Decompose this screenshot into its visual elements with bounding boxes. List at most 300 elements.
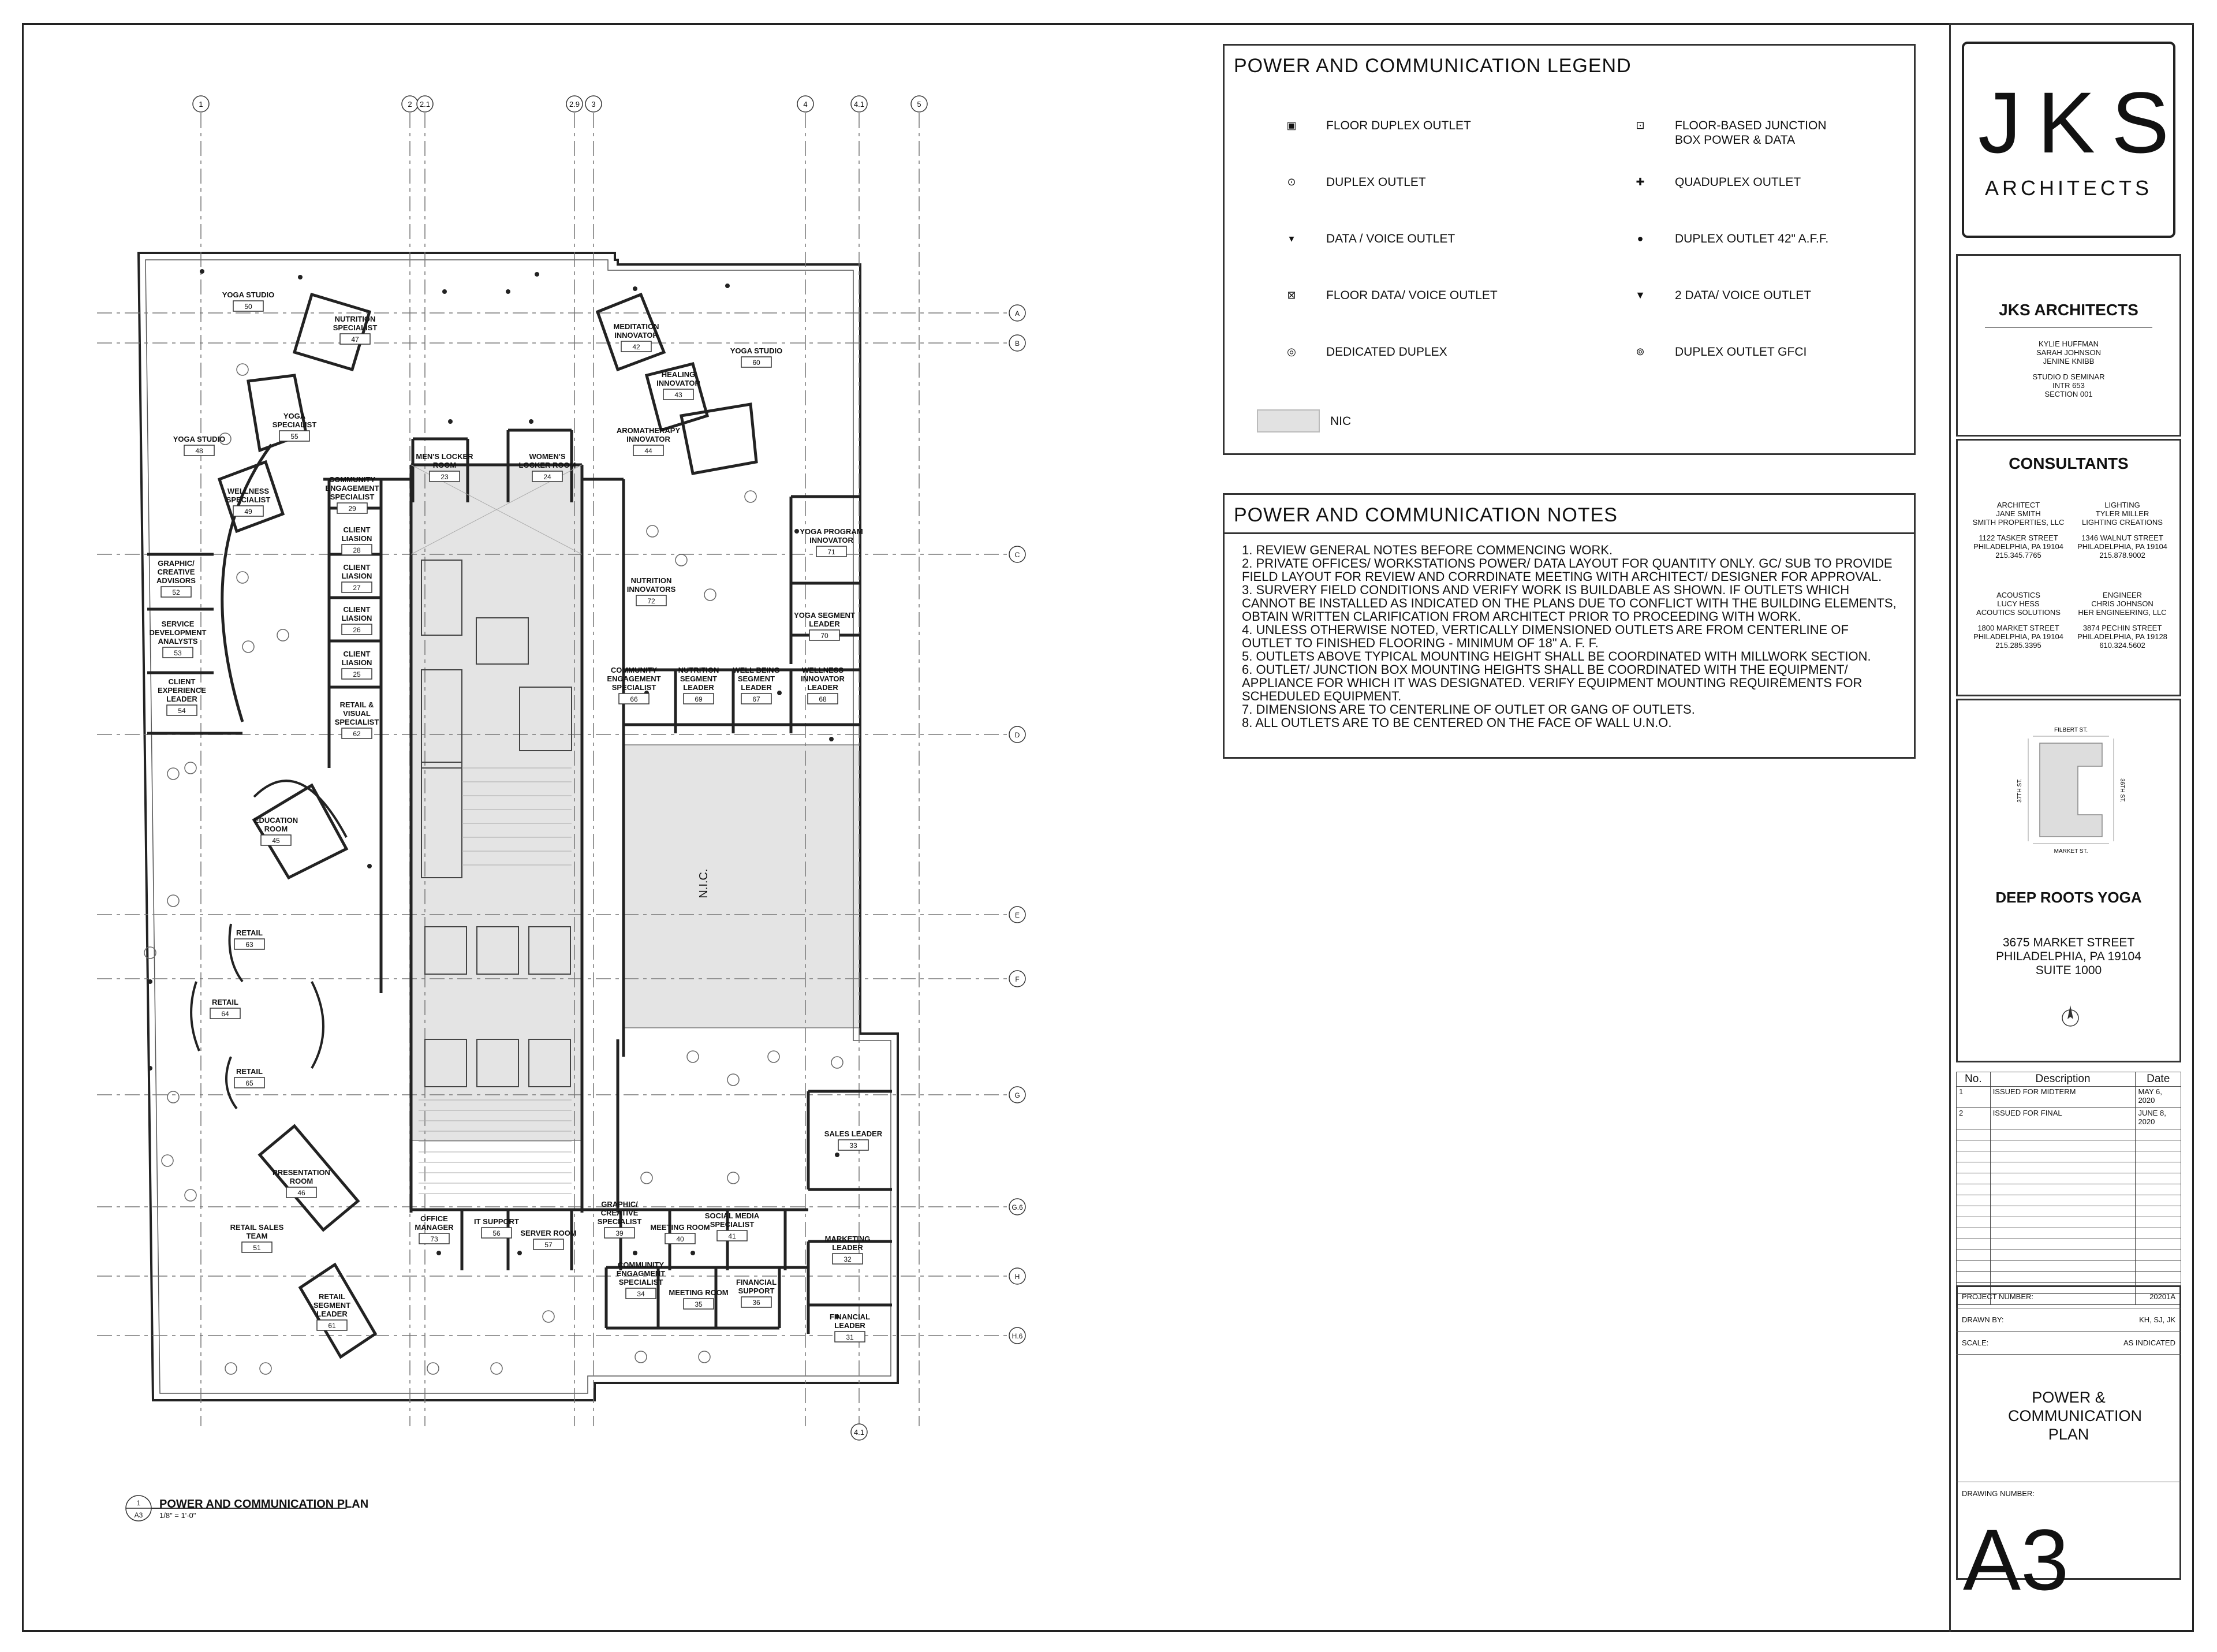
furniture (727, 1172, 739, 1184)
room-number: 47 (351, 335, 359, 344)
address-line: SUITE 1000 (2035, 964, 2102, 977)
revision-cell (1990, 1250, 2136, 1261)
floor-junction-box-icon: ⊡ (1636, 120, 1645, 131)
team-member: KYLIE HUFFMAN (2038, 340, 2099, 348)
spacer (2076, 617, 2169, 624)
key-plan-east-street: 36TH ST. (2119, 778, 2125, 803)
room-label: SEGMENT (680, 674, 718, 683)
revision-cell: MAY 6, 2020 (2136, 1087, 2181, 1108)
room-label: YOGA STUDIO (222, 290, 275, 299)
notes-list (1225, 534, 1914, 739)
furniture (162, 1155, 173, 1166)
room-label: WOMEN'S (529, 452, 566, 461)
outlet-icon (535, 272, 539, 277)
room-label: LIASION (341, 572, 372, 580)
room-number: 40 (676, 1235, 684, 1243)
room-number: 28 (353, 546, 361, 554)
furniture (543, 1311, 554, 1322)
consultant-name: JANE SMITH (1996, 509, 2041, 518)
room-label: EXPERIENCE (158, 686, 206, 695)
outlet-icon (436, 1251, 441, 1255)
legend-item (1606, 175, 1848, 189)
room-label: COMMUNITY (329, 475, 376, 484)
legend-item (1257, 118, 1499, 133)
room-label: ROOM (264, 825, 288, 833)
spacer (1972, 617, 2065, 624)
two-data-voice-outlet-icon: ▼ (1635, 289, 1645, 301)
legend-label: DATA / VOICE OUTLET (1326, 232, 1455, 245)
revision-cell (2136, 1162, 2181, 1173)
room-label: INNOVATOR (801, 674, 845, 683)
legend-item (1606, 118, 1848, 147)
note-item: 1. REVIEW GENERAL NOTES BEFORE COMMENCING WORK. (1242, 543, 1613, 557)
room-number: 46 (297, 1189, 305, 1197)
nic-swatch (1257, 409, 1320, 432)
revision-cell (2136, 1129, 2181, 1140)
plan-title: POWER AND COMMUNICATION PLAN (159, 1498, 369, 1511)
room-number: 56 (492, 1229, 501, 1237)
grid-col-label: 4.1 (853, 1428, 865, 1437)
room-label: YOGA SEGMENT (794, 611, 855, 620)
revision-cell (2136, 1261, 2181, 1272)
room-label: CLIENT (343, 525, 371, 534)
revision-cell (1957, 1195, 1991, 1206)
revision-cell (1957, 1173, 1991, 1184)
legend-label: DUPLEX OUTLET (1326, 176, 1426, 189)
revision-cell (1990, 1129, 2136, 1140)
key-plan (1958, 721, 2179, 871)
legend-item (1257, 345, 1499, 359)
consultant-role: LIGHTING (2104, 501, 2140, 509)
room-label: CLIENT (343, 563, 371, 572)
jks-logo (1962, 42, 2186, 238)
revision-cell (1957, 1272, 1991, 1283)
room-label: CLIENT (168, 677, 196, 686)
room-number: 73 (430, 1235, 438, 1243)
outlet-icon (691, 1251, 695, 1255)
consultant-city: PHILADELPHIA, PA 19128 (2077, 632, 2167, 641)
room-number: 44 (644, 447, 652, 455)
consultant-lighting (2076, 501, 2169, 560)
room-label: LEADER (807, 683, 838, 692)
outlet-icon (448, 419, 453, 424)
consultant-phone: 610.324.5602 (2099, 641, 2145, 650)
spacer (1972, 527, 2065, 534)
outlet-icon (835, 1153, 839, 1157)
revision-cell (1957, 1162, 1991, 1173)
consultant-architect (1972, 501, 2065, 560)
grid-col-label: 3 (591, 100, 596, 109)
outlet-icon (148, 1066, 152, 1071)
drawn-by-row (1956, 1308, 2181, 1332)
room-number: 49 (244, 508, 252, 516)
furniture (260, 1363, 271, 1374)
room-label: SUPPORT (738, 1286, 775, 1295)
revision-cell: 1 (1957, 1087, 1991, 1108)
grid-col-label: 2.1 (419, 100, 431, 109)
revision-cell (1990, 1261, 2136, 1272)
grid-row-label: B (1014, 340, 1020, 348)
room-number: 48 (195, 447, 203, 455)
furniture (167, 895, 179, 907)
consultant-role: ACOUSTICS (1996, 591, 2040, 599)
room-label: ROOM (432, 461, 457, 469)
outlet-icon (148, 979, 152, 984)
revision-cell (2136, 1173, 2181, 1184)
consultant-name: LUCY HESS (1997, 599, 2040, 608)
room-label: SPECIALIST (333, 323, 378, 332)
revision-cell (2136, 1151, 2181, 1162)
revision-row (1957, 1129, 2181, 1140)
revision-row (1957, 1261, 2181, 1272)
room-label: SEGMENT (313, 1301, 351, 1310)
revision-row (1957, 1087, 2181, 1108)
grid-row-label: C (1014, 551, 1020, 559)
room-number: 39 (615, 1229, 624, 1237)
furniture (167, 1091, 179, 1103)
consultant-street: 3874 PECHIN STREET (2082, 624, 2162, 632)
revision-row (1957, 1195, 2181, 1206)
room-label: WELL BEING (733, 666, 780, 674)
room-label: LEADER (834, 1321, 865, 1330)
consultant-acoustics (1972, 591, 2065, 650)
consultant-company: HER ENGINEERING, LLC (2078, 608, 2167, 617)
logo-subtitle: ARCHITECTS (1984, 176, 2152, 200)
legend-label: FLOOR DATA/ VOICE OUTLET (1326, 289, 1498, 302)
consultant-company: SMITH PROPERTIES, LLC (1972, 518, 2065, 527)
room-number: 33 (849, 1142, 857, 1150)
revision-cell (1990, 1206, 2136, 1217)
room-label: ENGAGMENT (616, 1269, 666, 1278)
room-label: HEALING (661, 370, 696, 379)
address-line: PHILADELPHIA, PA 19104 (1996, 950, 2141, 963)
room-number: 54 (178, 707, 186, 715)
room-label: CLIENT (343, 650, 371, 658)
room-label: MEETING ROOM (650, 1223, 710, 1232)
room-label: SPECIALIST (597, 1217, 642, 1226)
grid-col-label: 4.1 (853, 100, 865, 109)
room-label: NUTRITION (678, 666, 719, 674)
room-number: 32 (843, 1255, 852, 1263)
revision-cell (2136, 1195, 2181, 1206)
plan-scale: 1/8" = 1'-0" (159, 1511, 196, 1520)
room-label: EDUCATION (253, 816, 298, 825)
revision-cell (1990, 1239, 2136, 1250)
floor-data-voice-outlet-icon: ⊠ (1287, 289, 1296, 301)
room-label: CREATIVE (157, 568, 195, 576)
consultant-phone: 215.345.7765 (1995, 551, 2041, 560)
room-label: RETAIL & (339, 700, 374, 709)
furniture (185, 1189, 196, 1201)
room-label: SEGMENT (737, 674, 775, 683)
scale-value: AS INDICATED (2123, 1338, 2175, 1347)
outlet-icon (777, 691, 782, 695)
revision-cell: ISSUED FOR MIDTERM (1990, 1087, 2136, 1108)
room-number: 71 (827, 548, 835, 556)
room-label: SPECIALIST (710, 1220, 755, 1229)
room-number: 70 (820, 632, 828, 640)
consultant-phone: 215.285.3395 (1995, 641, 2041, 650)
room-label: YOGA STUDIO (173, 435, 226, 443)
angled-office (294, 294, 370, 370)
consultant-street: 1346 WALNUT STREET (2081, 534, 2163, 542)
furniture (225, 1363, 237, 1374)
room-number: 35 (695, 1300, 703, 1308)
room-number: 45 (272, 837, 280, 845)
room-label: OFFICE (420, 1214, 448, 1223)
revision-cell (1990, 1195, 2136, 1206)
note-item: 2. PRIVATE OFFICES/ WORKSTATIONS POWER/ DATA LAYOUT FOR QUANTITY ONLY. GC/ SUB TO PROVIDE FIELD LAYOUT FOR REVIEW AND CORRDINATE MEETING WITH ARCHITECT/ DESIGNER FOR APPROVAL. (1242, 556, 1893, 584)
furniture (167, 768, 179, 780)
curved-wall (191, 982, 199, 1051)
revision-cell (2136, 1228, 2181, 1239)
consultant-role: ARCHITECT (1996, 501, 2040, 509)
key-plan-north-street: FILBERT ST. (2054, 727, 2088, 733)
furniture (727, 1074, 739, 1086)
room-number: 61 (328, 1322, 336, 1330)
room-number: 51 (253, 1244, 261, 1252)
room-label: LEADER (316, 1310, 348, 1318)
room-label: LEADER (832, 1243, 863, 1252)
room-number: 68 (819, 695, 827, 703)
outlet-icon (725, 284, 730, 288)
room-label: IT SUPPORT (473, 1217, 520, 1226)
quadruplex-outlet-icon: ✚ (1636, 176, 1645, 188)
room-label: SPECIALIST (226, 495, 271, 504)
room-label: RETAIL (319, 1292, 345, 1301)
outlet-icon (200, 269, 204, 274)
room-number: 52 (172, 588, 180, 596)
room-number: 62 (353, 730, 361, 738)
grid-col-label: 1 (199, 100, 203, 109)
drawing-number-row (1956, 1482, 2181, 1505)
team-list (1958, 340, 2179, 366)
revision-cell (1990, 1228, 2136, 1239)
revision-cell (1990, 1140, 2136, 1151)
revision-row (1957, 1184, 2181, 1195)
room-label: LEADER (166, 695, 197, 703)
revision-cell (1990, 1272, 2136, 1283)
consultant-city: PHILADELPHIA, PA 19104 (1973, 542, 2063, 551)
note-item: 3. SURVERY FIELD CONDITIONS AND VERIFY WORK IS BUILDABLE AS SHOWN. IF OUTLETS WHICH CANNOT BE INSTALLED AS INDICATED ON THE PLANS DUE TO CONFLICT WITH THE BUILDING ELEMENTS, OBTAIN WRITTEN CLARIFICATION FROM ARCHITECT PRIOR TO PROCEEDING WITH WORK. (1242, 583, 1897, 624)
course-info (1958, 372, 2179, 398)
legend-item (1606, 232, 1848, 246)
project-number-value: 20201A (2149, 1292, 2175, 1301)
grid-col-label: 4 (803, 100, 808, 109)
note-item: 7. DIMENSIONS ARE TO CENTERLINE OF OUTLET OR GANG OF OUTLETS. (1242, 702, 1695, 717)
course-line: STUDIO D SEMINAR (2032, 372, 2105, 381)
dedicated-duplex-icon: ◎ (1287, 346, 1296, 357)
scale-label: SCALE: (1962, 1338, 1989, 1347)
legend-item (1606, 345, 1848, 359)
consultants-panel (1956, 439, 2181, 696)
furniture (277, 629, 289, 641)
furniture (641, 1172, 652, 1184)
outlet-icon (794, 529, 799, 534)
revision-row (1957, 1108, 2181, 1129)
consultant-company: LIGHTING CREATIONS (2082, 518, 2163, 527)
room-label: GRAPHIC/ (158, 559, 195, 568)
drawn-by-value: KH, SJ, JK (2139, 1315, 2175, 1324)
room-number: 26 (353, 626, 361, 634)
room-number: 67 (752, 695, 760, 703)
revision-cell (1957, 1228, 1991, 1239)
room-number: 42 (632, 343, 640, 351)
revision-cell (2136, 1206, 2181, 1217)
revision-row (1957, 1162, 2181, 1173)
grid-row-label: G (1014, 1091, 1020, 1099)
room-number: 63 (245, 941, 253, 949)
furniture (491, 1363, 502, 1374)
room-label: NUTRITION (334, 315, 376, 323)
grid-col-label: 2 (408, 100, 412, 109)
room-label: WELLNESS (801, 666, 844, 674)
drawn-by-label: DRAWN BY: (1962, 1315, 2004, 1324)
consultant-role: ENGINEER (2103, 591, 2142, 599)
callout-number: 1 (136, 1499, 141, 1507)
revision-row (1957, 1228, 2181, 1239)
grid-row-label: E (1014, 911, 1020, 919)
room-number: 50 (244, 303, 252, 311)
revision-cell (2136, 1250, 2181, 1261)
room-label: YOGA (283, 412, 306, 420)
legend-item (1257, 232, 1499, 246)
room-label: PRESENTATION (273, 1168, 330, 1177)
consultant-street: 1800 MARKET STREET (1977, 624, 2059, 632)
firm-panel (1956, 254, 2181, 437)
revision-cell (1990, 1173, 2136, 1184)
grid-row-label: A (1014, 309, 1020, 318)
room-label: ADVISORS (156, 576, 196, 585)
room-label: CREATIVE (600, 1209, 639, 1217)
firm-name: JKS ARCHITECTS (1999, 301, 2138, 319)
grid-col-label: 2.9 (569, 100, 580, 109)
room-number: 41 (728, 1232, 736, 1240)
room-label: COMMUNITY (617, 1261, 665, 1269)
room-number: 43 (674, 391, 682, 399)
note-item: 4. UNLESS OTHERWISE NOTED, VERTICALLY DIMENSIONED OUTLETS ARE FROM CENTERLINE OF OUTLET TO FINISHED FLOORING - MINIMUM OF 18" A. F. F. (1242, 622, 1849, 650)
room-label: TEAM (246, 1232, 268, 1240)
room-number: 34 (637, 1290, 645, 1298)
duplex-outlet-icon: ⊙ (1287, 176, 1296, 188)
duplex-outlet-gfci-icon: ⊚ (1636, 346, 1645, 357)
consultants-title: CONSULTANTS (2009, 454, 2129, 472)
revision-cell (1957, 1206, 1991, 1217)
scale-row (1956, 1332, 2181, 1355)
room-label: SERVER ROOM (520, 1229, 577, 1237)
room-label: RETAIL (212, 998, 238, 1006)
furniture (635, 1351, 647, 1363)
room-label: LOCKER ROOM (518, 461, 576, 469)
room-label: RETAIL SALES (230, 1223, 284, 1232)
room-label: ENGAGEMENT (607, 674, 661, 683)
revision-cell: JUNE 8, 2020 (2136, 1108, 2181, 1129)
firm-divider (1985, 327, 2152, 328)
revision-cell (1957, 1151, 1991, 1162)
legend-label: DUPLEX OUTLET 42" A.F.F. (1675, 232, 1829, 245)
furniture (704, 589, 716, 601)
grid-row-label: H (1014, 1273, 1020, 1281)
room-label: LIASION (341, 658, 372, 667)
drawing-number-label: DRAWING NUMBER: (1962, 1489, 2035, 1498)
address-line: 3675 MARKET STREET (2002, 936, 2135, 949)
furniture (768, 1051, 779, 1062)
room-number: 25 (353, 670, 361, 678)
consultant-city: PHILADELPHIA, PA 19104 (1973, 632, 2063, 641)
room-label: SPECIALIST (611, 683, 656, 692)
duplex-outlet-42-icon: ● (1637, 233, 1644, 244)
revision-cell (1990, 1151, 2136, 1162)
revision-cell (2136, 1184, 2181, 1195)
room-label: INNOVATOR (656, 379, 700, 387)
grid-row-label: F (1015, 975, 1020, 983)
room-label: SPECIALIST (330, 493, 375, 501)
room-number: 31 (846, 1333, 854, 1341)
room-label: SOCIAL MEDIA (704, 1211, 760, 1220)
room-label: RETAIL (236, 928, 263, 937)
room-label: AROMATHERAPY (616, 426, 681, 435)
furniture (242, 641, 254, 652)
legend-label: FLOOR DUPLEX OUTLET (1326, 119, 1471, 132)
room-number: 57 (544, 1241, 553, 1249)
key-plan-south-street: MARKET ST. (2054, 848, 2088, 855)
room-label: SPECIALIST (272, 420, 317, 429)
team-member: SARAH JOHNSON (2036, 348, 2101, 357)
revision-cell (1957, 1261, 1991, 1272)
room-number: 27 (353, 584, 361, 592)
room-label: LIASION (341, 534, 372, 543)
project-name: DEEP ROOTS YOGA (1995, 889, 2142, 906)
room-number: 66 (630, 695, 638, 703)
furniture (687, 1051, 699, 1062)
room-label: INNOVATOR (614, 331, 658, 340)
outlet-icon (517, 1251, 522, 1255)
revision-cell (1957, 1129, 1991, 1140)
notes-box (1223, 493, 1916, 759)
room-label: WELLNESS (227, 487, 270, 495)
notes-title: POWER AND COMMUNICATION NOTES (1225, 495, 1914, 534)
sheet-title: POWER & COMMUNICATION PLAN (2008, 1389, 2142, 1443)
north-arrow-icon (2059, 1001, 2082, 1035)
curved-wall (222, 445, 271, 722)
furniture (185, 762, 196, 774)
room-label: YOGA STUDIO (730, 346, 783, 355)
revision-row (1957, 1250, 2181, 1261)
nic-area (624, 745, 860, 1028)
data-voice-outlet-icon: ▾ (1289, 233, 1294, 244)
floor-duplex-outlet-icon: ▣ (1286, 120, 1297, 131)
room-number: 65 (245, 1079, 253, 1087)
room-number: 60 (752, 359, 760, 367)
legend-label: DEDICATED DUPLEX (1326, 345, 1447, 359)
course-line: INTR 653 (2052, 381, 2085, 390)
legend-title: POWER AND COMMUNICATION LEGEND (1234, 55, 1632, 77)
room-label: GRAPHIC/ (601, 1200, 638, 1209)
revision-row (1957, 1217, 2181, 1228)
project-number-label: PROJECT NUMBER: (1962, 1292, 2033, 1301)
room-label: DEVELOPMENT (149, 628, 207, 637)
room-label: LIASION (341, 614, 372, 622)
furniture (699, 1351, 710, 1363)
consultant-phone: 215.878.9002 (2099, 551, 2145, 560)
revision-cell (1990, 1217, 2136, 1228)
logo-letters: JKS (1978, 74, 2186, 171)
team-member: JENINE KNIBB (2043, 357, 2095, 366)
room-label: COMMUNITY (610, 666, 658, 674)
revision-cell (1957, 1250, 1991, 1261)
room-label: FINANCIAL (829, 1312, 871, 1321)
project-address (1958, 936, 2179, 978)
